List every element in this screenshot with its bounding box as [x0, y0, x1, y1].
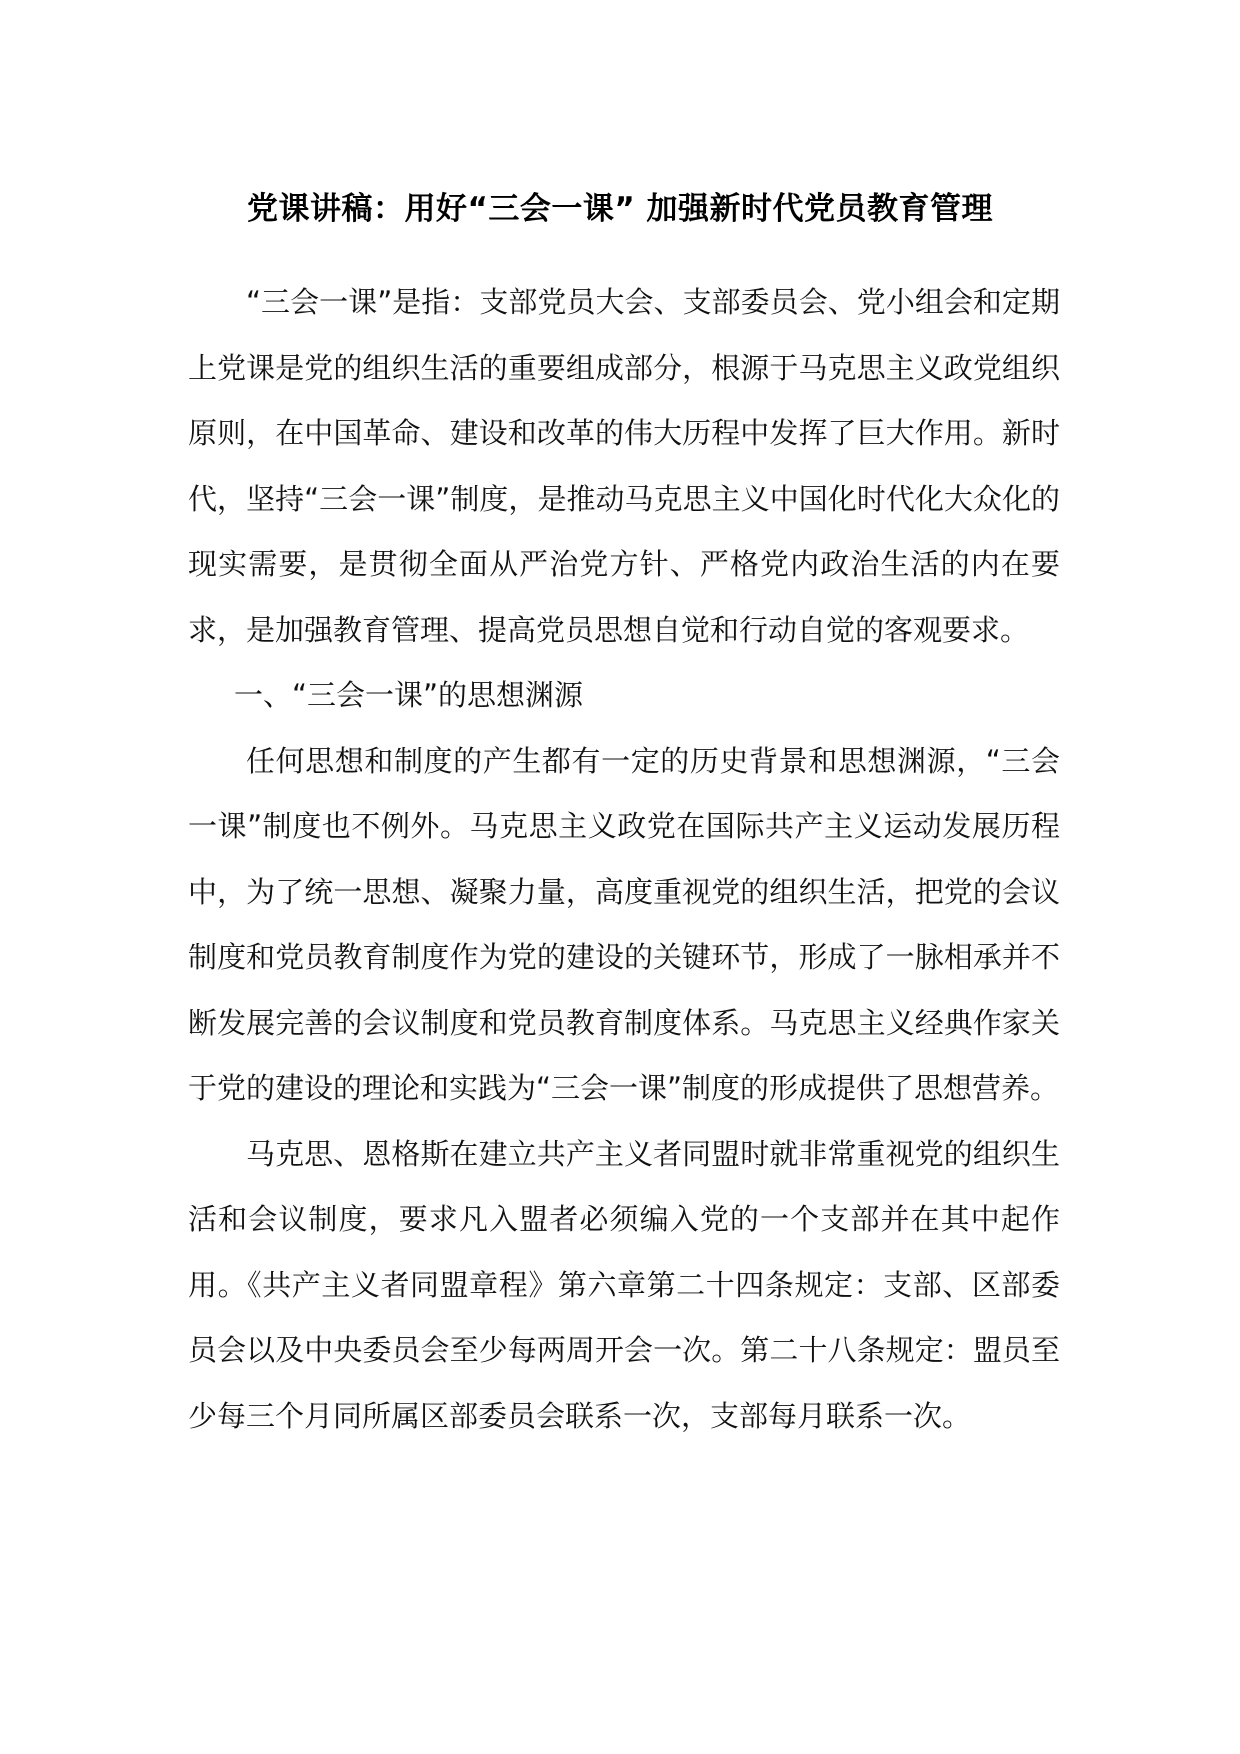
paragraph-origin: 任何思想和制度的产生都有一定的历史背景和思想渊源，“三会一课”制度也不例外。马克思主义政党在国际共产主义运动发展历程中，为了统一思想、凝聚力量，高度重视党的组织生活，把党的会议制度和党员教育制度作为党的建设的关键环节，形成了一脉相承并不断发展完善的会议制度和党员教育制度体系。马克思主义经典作家关于党的建设的理论和实践为“三会一课”制度的形成提供了思想营养。 [188, 743, 1060, 1105]
document-title: 党课讲稿：用好“三会一课” 加强新时代党员教育管理 [246, 191, 994, 227]
section-heading-1: 一、“三会一课”的思想渊源 [234, 678, 584, 712]
document-body [188, 270, 1060, 1449]
paragraph-intro: “三会一课”是指：支部党员大会、支部委员会、党小组会和定期上党课是党的组织生活的重要组成部分，根源于马克思主义政党组织原则，在中国革命、建设和改革的伟大历程中发挥了巨大作用。新时代，坚持“三会一课”制度，是推动马克思主义中国化时代化大众化的现实需要，是贯彻全面从严治党方针、严格党内政治生活的内在要求，是加强教育管理、提高党员思想自觉和行动自觉的客观要求。 [188, 285, 1060, 647]
paragraph-marx-engels: 马克思、恩格斯在建立共产主义者同盟时就非常重视党的组织生活和会议制度，要求凡入盟者必须编入党的一个支部并在其中起作用。《共产主义者同盟章程》第六章第二十四条规定：支部、区部委员会以及中央委员会至少每两周开会一次。第二十八条规定：盟员至少每三个月同所属区部委员会联系一次，支部每月联系一次。 [188, 1136, 1060, 1433]
